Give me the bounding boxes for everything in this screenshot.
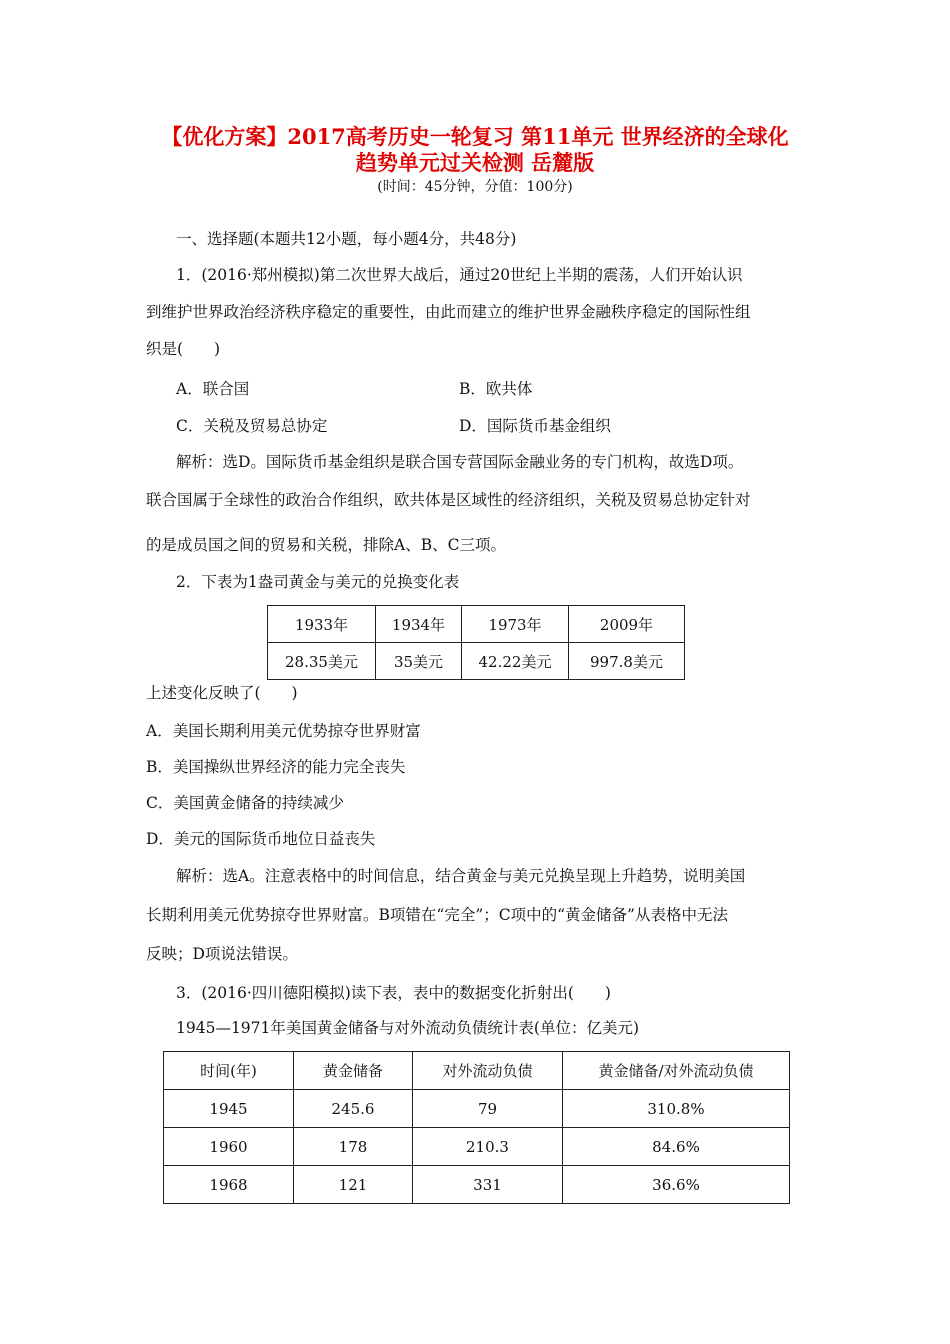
table-cell: 2009年 (569, 606, 685, 643)
q1-option-d: D．国际货币基金组织 (459, 417, 611, 435)
table-cell: 331 (413, 1166, 563, 1204)
table-row (164, 1166, 790, 1204)
column-header: 对外流动负债 (413, 1052, 563, 1090)
table-cell: 42.22美元 (462, 643, 569, 680)
q2-option-c: C．美国黄金储备的持续减少 (146, 794, 344, 812)
q2-option-d: D．美元的国际货币地位日益丧失 (146, 830, 376, 848)
table-cell: 121 (294, 1166, 413, 1204)
q1-stem-line: 到维护世界政治经济秩序稳定的重要性，由此而建立的维护世界金融秩序稳定的国际性组 (146, 303, 751, 321)
column-header: 黄金储备 (294, 1052, 413, 1090)
q2-analysis-line: 解析：选A。注意表格中的时间信息，结合黄金与美元兑换呈现上升趋势，说明美国 (176, 867, 746, 885)
q1-stem-line: 1．(2016·郑州模拟)第二次世界大战后，通过20世纪上半期的震荡，人们开始认识 (176, 266, 743, 284)
table-cell: 79 (413, 1090, 563, 1128)
q3-stem: 3．(2016·四川德阳模拟)读下表，表中的数据变化折射出( ) (176, 984, 611, 1002)
q1-option-a: A．联合国 (176, 380, 250, 398)
table-cell: 1934年 (376, 606, 462, 643)
table-cell: 997.8美元 (569, 643, 685, 680)
table-cell: 1933年 (268, 606, 376, 643)
time-score-note: (时间：45分钟，分值：100分) (377, 179, 573, 195)
q2-option-a: A．美国长期利用美元优势掠夺世界财富 (146, 722, 421, 740)
gold-exchange-table (267, 605, 685, 680)
q2-option-b: B．美国操纵世界经济的能力完全丧失 (146, 758, 406, 776)
table-row (268, 643, 685, 680)
section-heading: 一、选择题(本题共12小题，每小题4分，共48分) (176, 230, 517, 248)
q1-analysis-line: 的是成员国之间的贸易和关税，排除A、B、C三项。 (146, 536, 506, 554)
table-cell: 310.8% (563, 1090, 790, 1128)
column-header: 时间(年) (164, 1052, 294, 1090)
table-cell: 178 (294, 1128, 413, 1166)
table-cell: 245.6 (294, 1090, 413, 1128)
gold-reserve-liability-table (163, 1051, 790, 1204)
q2-stem: 2．下表为1盎司黄金与美元的兑换变化表 (176, 573, 460, 591)
q1-option-b: B．欧共体 (459, 380, 533, 398)
document-title-line2: 趋势单元过关检测 岳麓版 (355, 150, 595, 175)
table-cell: 36.6% (563, 1166, 790, 1204)
q1-stem-line: 织是( ) (146, 340, 221, 358)
table-row (164, 1128, 790, 1166)
table-row (164, 1090, 790, 1128)
table-row (268, 606, 685, 643)
table-cell: 35美元 (376, 643, 462, 680)
table-header-row (164, 1052, 790, 1090)
table-cell: 1968 (164, 1166, 294, 1204)
table-cell: 1973年 (462, 606, 569, 643)
q1-option-c: C．关税及贸易总协定 (176, 417, 328, 435)
table-cell: 1960 (164, 1128, 294, 1166)
q1-analysis-line: 联合国属于全球性的政治合作组织，欧共体是区域性的经济组织，关税及贸易总协定针对 (146, 491, 751, 509)
table-cell: 28.35美元 (268, 643, 376, 680)
table-cell: 1945 (164, 1090, 294, 1128)
q1-analysis-line: 解析：选D。国际货币基金组织是联合国专营国际金融业务的专门机构，故选D项。 (176, 453, 744, 471)
q3-table-caption: 1945—1971年美国黄金储备与对外流动负债统计表(单位：亿美元) (176, 1019, 639, 1037)
q2-analysis-line: 长期利用美元优势掠夺世界财富。B项错在“完全”；C项中的“黄金储备”从表格中无法 (146, 906, 728, 924)
document-title-line1: 【优化方案】2017高考历史一轮复习 第11单元 世界经济的全球化 (161, 124, 789, 149)
q2-question: 上述变化反映了( ) (146, 684, 298, 702)
table-cell: 84.6% (563, 1128, 790, 1166)
table-cell: 210.3 (413, 1128, 563, 1166)
column-header: 黄金储备/对外流动负债 (563, 1052, 790, 1090)
q2-analysis-line: 反映；D项说法错误。 (146, 945, 298, 963)
